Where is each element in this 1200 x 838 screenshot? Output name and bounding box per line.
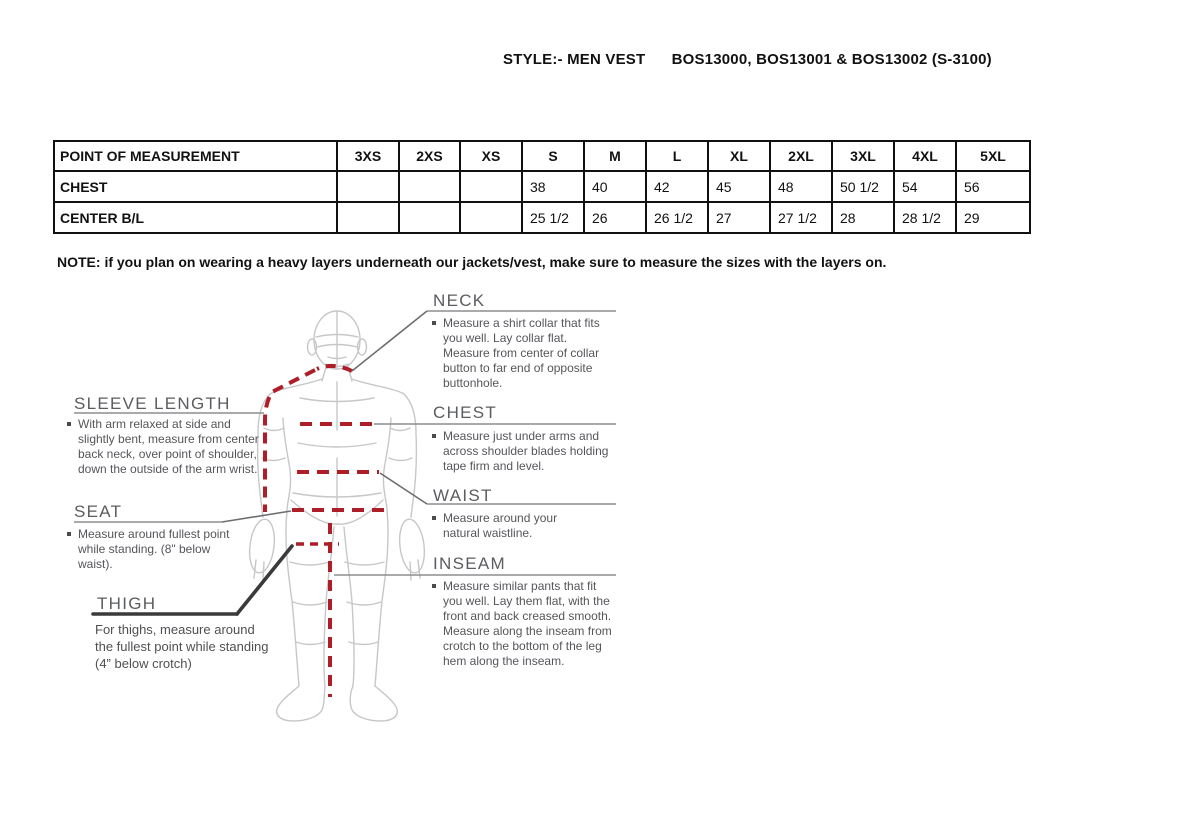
chest-value-xs	[460, 171, 522, 202]
centerbl-value-2xs	[399, 202, 460, 233]
table-row-chest	[54, 171, 1030, 202]
waist-heading: WAIST	[433, 486, 493, 505]
bullet-square-icon	[67, 422, 71, 426]
document-title: STYLE:- MEN VEST BOS13000, BOS13001 & BOS13002 (S-3100)	[503, 51, 992, 68]
thigh-description: For thighs, measure around the fullest point while standing (4” below crotch)	[95, 622, 269, 671]
neck-measure-line	[317, 366, 352, 371]
chest-value-l: 42	[646, 171, 708, 202]
chest-value-2xs	[399, 171, 460, 202]
table-row-center-bl	[54, 202, 1030, 233]
chest-value-m: 40	[584, 171, 646, 202]
col-header-xl: XL	[708, 141, 770, 171]
col-header-xs: XS	[460, 141, 522, 171]
size-table	[53, 140, 1031, 234]
neck-description: Measure a shirt collar that fits you well. Lay collar flat. Measure from center of collar button to far end of opposite buttonhole.	[431, 316, 615, 391]
thigh-leader-diagonal	[237, 546, 292, 614]
centerbl-value-5xl: 29	[956, 202, 1030, 233]
bullet-square-icon	[67, 532, 71, 536]
chest-heading: CHEST	[433, 403, 498, 422]
centerbl-value-4xl: 28 1/2	[894, 202, 956, 233]
inseam-description: Measure similar pants that fit you well. Lay them flat, with the front and back creased smooth. Measure along the inseam from crotch to the bottom of the leg hem along the inseam.	[431, 579, 617, 669]
human-figure-wireframe	[247, 311, 427, 721]
bullet-square-icon	[432, 584, 436, 588]
col-header-s: S	[522, 141, 584, 171]
bullet-square-icon	[432, 516, 436, 520]
col-header-3xs: 3XS	[337, 141, 399, 171]
chest-value-xl: 45	[708, 171, 770, 202]
inseam-heading: INSEAM	[433, 554, 506, 573]
chest-value-3xl: 50 1/2	[832, 171, 894, 202]
centerbl-value-xs	[460, 202, 522, 233]
bullet-square-icon	[432, 434, 436, 438]
size-table-header-row	[54, 141, 1030, 171]
col-header-2xl: 2XL	[770, 141, 832, 171]
centerbl-value-l: 26 1/2	[646, 202, 708, 233]
centerbl-value-3xs	[337, 202, 399, 233]
seat-heading: SEAT	[74, 502, 123, 521]
seat-description: Measure around fullest point while standing. (8" below waist).	[66, 527, 242, 572]
col-header-l: L	[646, 141, 708, 171]
chest-value-2xl: 48	[770, 171, 832, 202]
sleeve-length-heading: SLEEVE LENGTH	[74, 394, 231, 413]
centerbl-value-m: 26	[584, 202, 646, 233]
bullet-square-icon	[432, 321, 436, 325]
col-header-point-of-measurement: POINT OF MEASUREMENT	[54, 141, 337, 171]
chest-value-s: 38	[522, 171, 584, 202]
col-header-2xs: 2XS	[399, 141, 460, 171]
chest-description: Measure just under arms and across shoulder blades holding tape firm and level.	[431, 429, 615, 474]
neck-heading: NECK	[433, 291, 486, 310]
seat-leader-diagonal	[222, 511, 291, 522]
row-label-center-bl: CENTER B/L	[54, 202, 337, 233]
waist-leader-diagonal	[380, 473, 427, 504]
neck-leader-diagonal	[352, 311, 427, 371]
centerbl-value-s: 25 1/2	[522, 202, 584, 233]
centerbl-value-2xl: 27 1/2	[770, 202, 832, 233]
col-header-5xl: 5XL	[956, 141, 1030, 171]
thigh-heading: THIGH	[97, 594, 157, 613]
layering-note: NOTE: if you plan on wearing a heavy layers underneath our jackets/vest, make sure to measure the sizes with the layers on.	[57, 254, 887, 270]
row-label-chest: CHEST	[54, 171, 337, 202]
chest-value-4xl: 54	[894, 171, 956, 202]
sleeve-measure-line	[265, 370, 315, 512]
col-header-4xl: 4XL	[894, 141, 956, 171]
chest-value-5xl: 56	[956, 171, 1030, 202]
sleeve-length-description: With arm relaxed at side and slightly bent, measure from center back neck, over point of shoulder, down the outside of the arm wrist.	[66, 417, 262, 477]
centerbl-value-xl: 27	[708, 202, 770, 233]
centerbl-value-3xl: 28	[832, 202, 894, 233]
col-header-3xl: 3XL	[832, 141, 894, 171]
waist-description: Measure around your natural waistline.	[431, 511, 591, 541]
col-header-m: M	[584, 141, 646, 171]
chest-value-3xs	[337, 171, 399, 202]
